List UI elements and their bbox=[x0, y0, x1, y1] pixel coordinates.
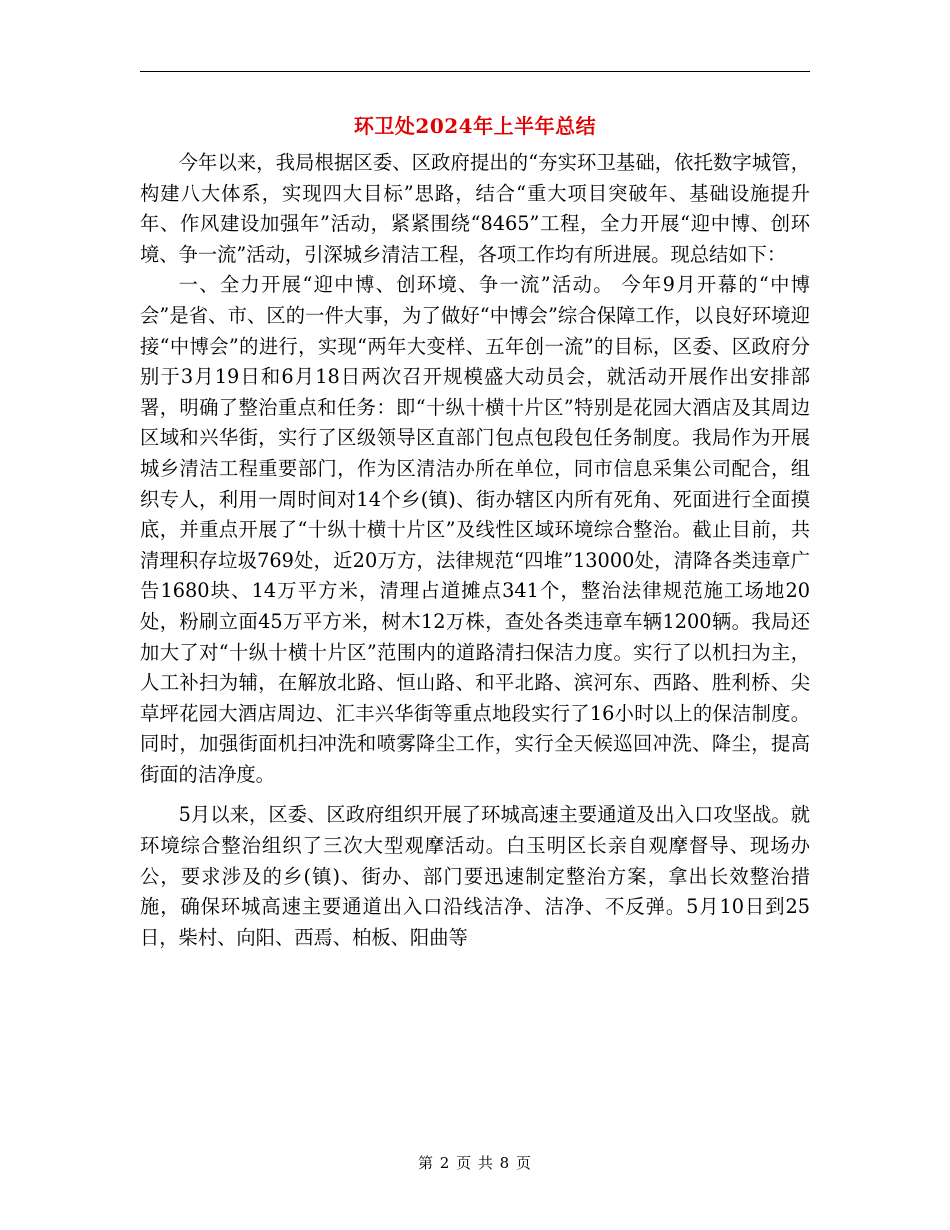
page-footer: 第 2 页 共 8 页 bbox=[418, 1154, 532, 1172]
document-title: 环卫处2024年上半年总结 bbox=[353, 114, 597, 138]
paragraph-section-one: 一、全力开展“迎中博、创环境、争一流”活动。 今年9月开幕的“中博会”是省、市、区的一件大事，为了做好“中博会”综合保障工作，以良好环境迎接“中博会”的进行，实现“两年大变样、五年创一流”的目标，区委、区政府分别于3月19日和6月18日两次召开规模盛大动员会，就活动开展作出安排部署，明确了整治重点和任务：即“十纵十横十片区”特别是花园大酒店及其周边区域和兴华街，实行了区级领导区直部门包点包段包任务制度。我局作为开展城乡清洁工程重要部门，作为区清洁办所在单位，同市信息采集公司配合，组织专人，利用一周时间对14个乡(镇)、街办辖区内所有死角、死面进行全面摸底，并重点开展了“十纵十横十片区”及线性区域环境综合整治。截止目前，共清理积存垃圾769处，近20万方，法律规范“四堆”13000处，清降各类违章广告1680块、14万平方米，清理占道摊点341个，整治法律规范施工场地20处，粉刷立面45万平方米，树木12万株，查处各类违章车辆1200辆。我局还加大了对“十纵十横十片区”范围内的道路清扫保洁力度。实行了以机扫为主，人工补扫为辅，在解放北路、恒山路、和平北路、滨河东、西路、胜利桥、尖草坪花园大酒店周边、汇丰兴华街等重点地段实行了16小时以上的保洁制度。同时，加强街面机扫冲洗和喷雾降尘工作，实行全天候巡回冲洗、降尘，提高街面的洁净度。 bbox=[140, 273, 810, 786]
paragraph-may-campaign: 5月以来，区委、区政府组织开展了环城高速主要通道及出入口攻坚战。就环境综合整治组织了三次大型观摩活动。白玉明区长亲自观摩督导、现场办公，要求涉及的乡(镇)、街办、部门要迅速制定整治方案，拿出长效整治措施，确保环城高速主要通道出入口沿线洁净、洁净、不反弹。5月10日到25日，柴村、向阳、西焉、柏板、阳曲等 bbox=[140, 803, 810, 949]
header-rule bbox=[140, 71, 810, 72]
document-body bbox=[140, 148, 810, 953]
paragraph-intro: 今年以来，我局根据区委、区政府提出的“夯实环卫基础，依托数字城管，构建八大体系，实现四大目标”思路，结合“重大项目突破年、基础设施提升年、作风建设加强年”活动，紧紧围绕“8465”工程，全力开展“迎中博、创环境、争一流”活动，引深城乡清洁工程，各项工作均有所进展。现总结如下： bbox=[140, 151, 810, 266]
